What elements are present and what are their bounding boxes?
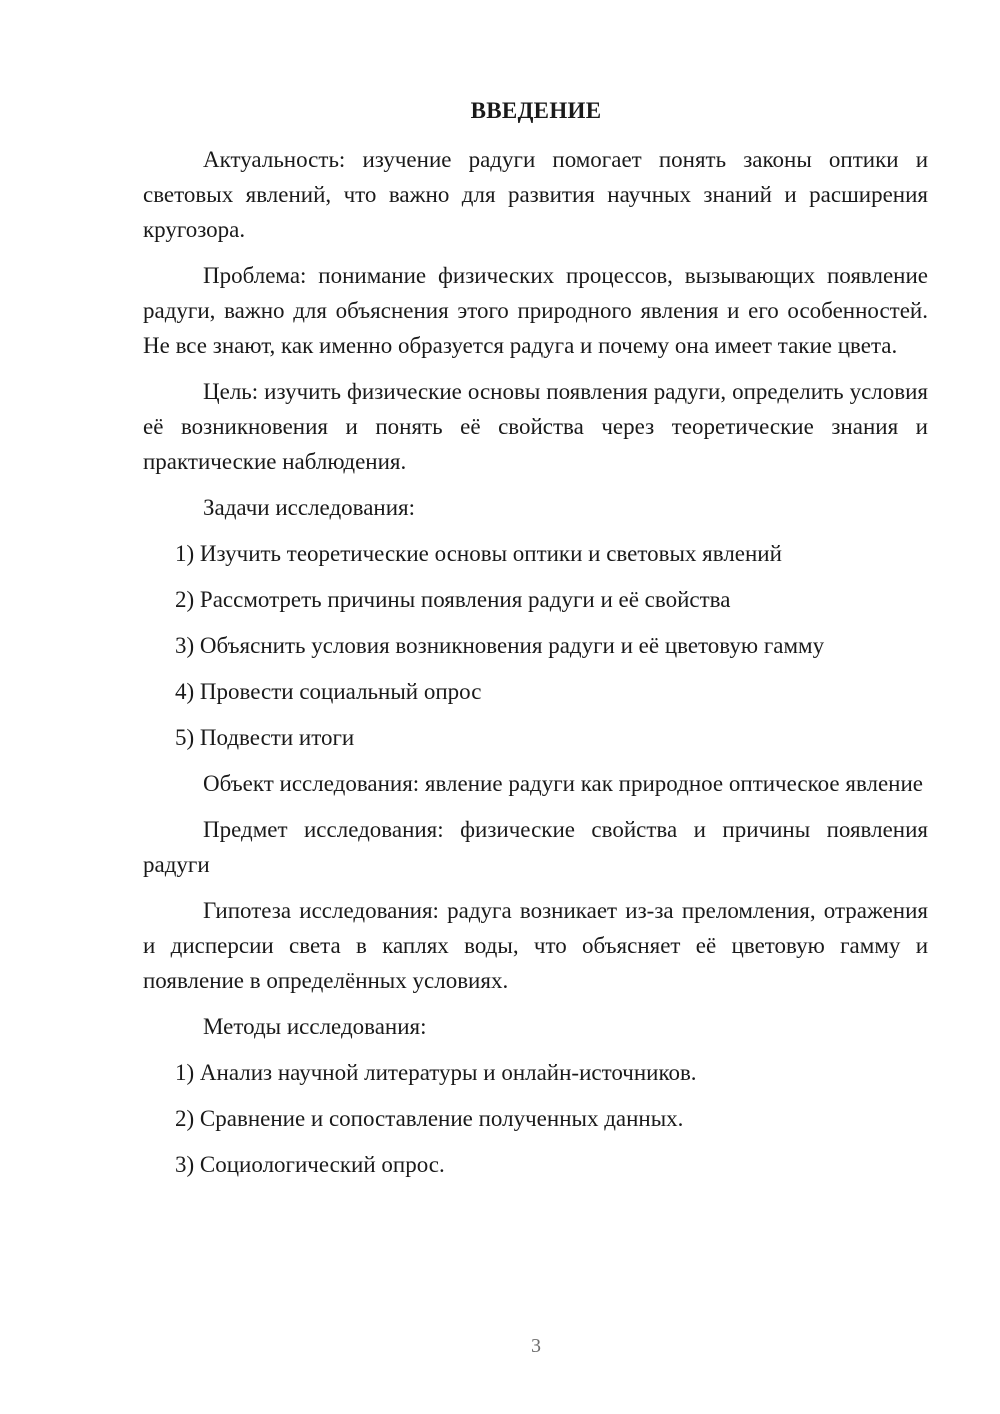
page-content	[143, 142, 928, 1193]
subject-paragraph: Предмет исследования: физические свойства и причины появления радуги	[143, 817, 928, 877]
page-number: 3	[531, 1335, 541, 1357]
task-item: 3) Объяснить условия возникновения радуги и её цветовую гамму	[175, 633, 825, 658]
method-item: 1) Анализ научной литературы и онлайн-источников.	[175, 1060, 697, 1085]
method-item: 2) Сравнение и сопоставление полученных данных.	[175, 1106, 684, 1131]
method-item: 3) Социологический опрос.	[175, 1152, 445, 1177]
goal-paragraph: Цель: изучить физические основы появления радуги, определить условия её возникновения и понять её свойства через теоретические знания и практические наблюдения.	[143, 379, 928, 474]
object-paragraph: Объект исследования: явление радуги как природное оптическое явление	[203, 771, 924, 796]
hypothesis-paragraph: Гипотеза исследования: радуга возникает из-за преломления, отражения и дисперсии света в каплях воды, что объясняет её цветовую гамму и появление в определённых условиях.	[143, 898, 928, 993]
methods-heading: Методы исследования:	[203, 1014, 427, 1039]
page-title: ВВЕДЕНИЕ	[470, 98, 602, 123]
task-item: 1) Изучить теоретические основы оптики и световых явлений	[175, 541, 782, 566]
methods-list	[143, 1055, 928, 1182]
task-item: 5) Подвести итоги	[175, 725, 355, 750]
tasks-heading: Задачи исследования:	[203, 495, 416, 520]
relevance-paragraph: Актуальность: изучение радуги помогает понять законы оптики и световых явлений, что важно для развития научных знаний и расширения кругозора.	[143, 147, 928, 242]
problem-paragraph: Проблема: понимание физических процессов, вызывающих появление радуги, важно для объяснения этого природного явления и его особенностей. Не все знают, как именно образуется радуга и почему она имеет такие цвета.	[143, 263, 928, 358]
tasks-list	[143, 536, 928, 755]
task-item: 4) Провести социальный опрос	[175, 679, 482, 704]
task-item: 2) Рассмотреть причины появления радуги и её свойства	[175, 587, 731, 612]
